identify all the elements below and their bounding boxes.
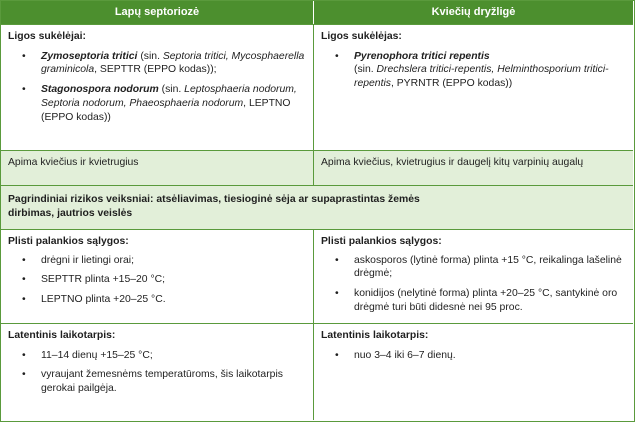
list-item: • Pyrenophora tritici repentis (sin. Drechslera tritici-repentis, Helminthosporium tritici-repentis, PYRNTR (EPPO kodas))	[321, 50, 626, 91]
hosts-left-cell	[1, 151, 314, 185]
pathogens-left-list	[8, 50, 306, 125]
conditions-row	[1, 230, 633, 324]
list-item: • askosporos (lytinė forma) plinta +15 °C, reikalinga lašelinė drėgmė;	[321, 254, 626, 281]
latency-left-list	[8, 349, 306, 396]
list-item: • Stagonospora nodorum (sin. Leptosphaeria nodorum, Septoria nodorum, Phaeosphaeria nodorum, LEPTNO (EPPO kodas))	[8, 83, 306, 124]
list-item: • konidijos (nelytinė forma) plinta +20–25 °C, santykinė oro drėgmė turi būti didesnė nei 95 proc.	[321, 287, 626, 314]
hosts-row	[1, 151, 633, 186]
list-item: • SEPTTR plinta +15–20 °C;	[8, 273, 306, 287]
header-left-label: Lapų septoriozė	[114, 6, 200, 19]
conditions-left-list	[8, 254, 306, 307]
list-item: • Zymoseptoria tritici (sin. Septoria tritici, Mycosphaerella graminicola, SEPTTR (EPPO kodas));	[8, 50, 306, 77]
pathogens-row	[1, 25, 633, 151]
latency-left-cell	[1, 324, 314, 420]
conditions-left-cell	[1, 230, 314, 323]
table-header-row	[1, 1, 633, 25]
list-item: • 11–14 dienų +15–25 °C;	[8, 349, 306, 363]
pathogens-right-cell	[314, 25, 633, 150]
pathogens-right-list	[321, 50, 626, 91]
conditions-right-cell	[314, 230, 633, 323]
conditions-right-list	[321, 254, 626, 315]
latency-left-heading: Latentinis laikotarpis:	[8, 330, 116, 341]
latency-row	[1, 324, 633, 420]
header-right-label: Kviečių dryžligė	[431, 6, 516, 19]
header-left	[1, 1, 314, 24]
risk-factors-cell	[1, 186, 633, 229]
hosts-right-cell	[314, 151, 633, 185]
header-right	[314, 1, 633, 24]
risk-factors-row	[1, 186, 633, 230]
list-item: • nuo 3–4 iki 6–7 dienų.	[321, 349, 626, 363]
pathogens-left-heading: Ligos sukėlėjai:	[8, 31, 86, 42]
conditions-right-heading: Plisti palankios sąlygos:	[321, 236, 442, 247]
latency-right-heading: Latentinis laikotarpis:	[321, 330, 429, 341]
hosts-right-text: Apima kviečius, kvietrugius ir daugelį kitų varpinių augalų	[321, 157, 584, 168]
conditions-left-heading: Plisti palankios sąlygos:	[8, 236, 129, 247]
pathogens-right-heading: Ligos sukėlėjas:	[321, 31, 402, 42]
list-item: • vyraujant žemesnėms temperatūroms, šis laikotarpis gerokai pailgėja.	[8, 368, 306, 395]
list-item: • LEPTNO plinta +20–25 °C.	[8, 293, 306, 307]
list-item: • drėgni ir lietingi orai;	[8, 254, 306, 268]
risk-factors-text: Pagrindiniai rizikos veiksniai: atsėliavimas, tiesioginė sėja ar supaprastintas žemės dirbimas, jautrios veislės	[8, 194, 420, 219]
pathogens-left-cell	[1, 25, 314, 150]
latency-right-cell	[314, 324, 633, 420]
hosts-left-text: Apima kviečius ir kvietrugius	[8, 157, 139, 168]
latency-right-list	[321, 349, 626, 363]
